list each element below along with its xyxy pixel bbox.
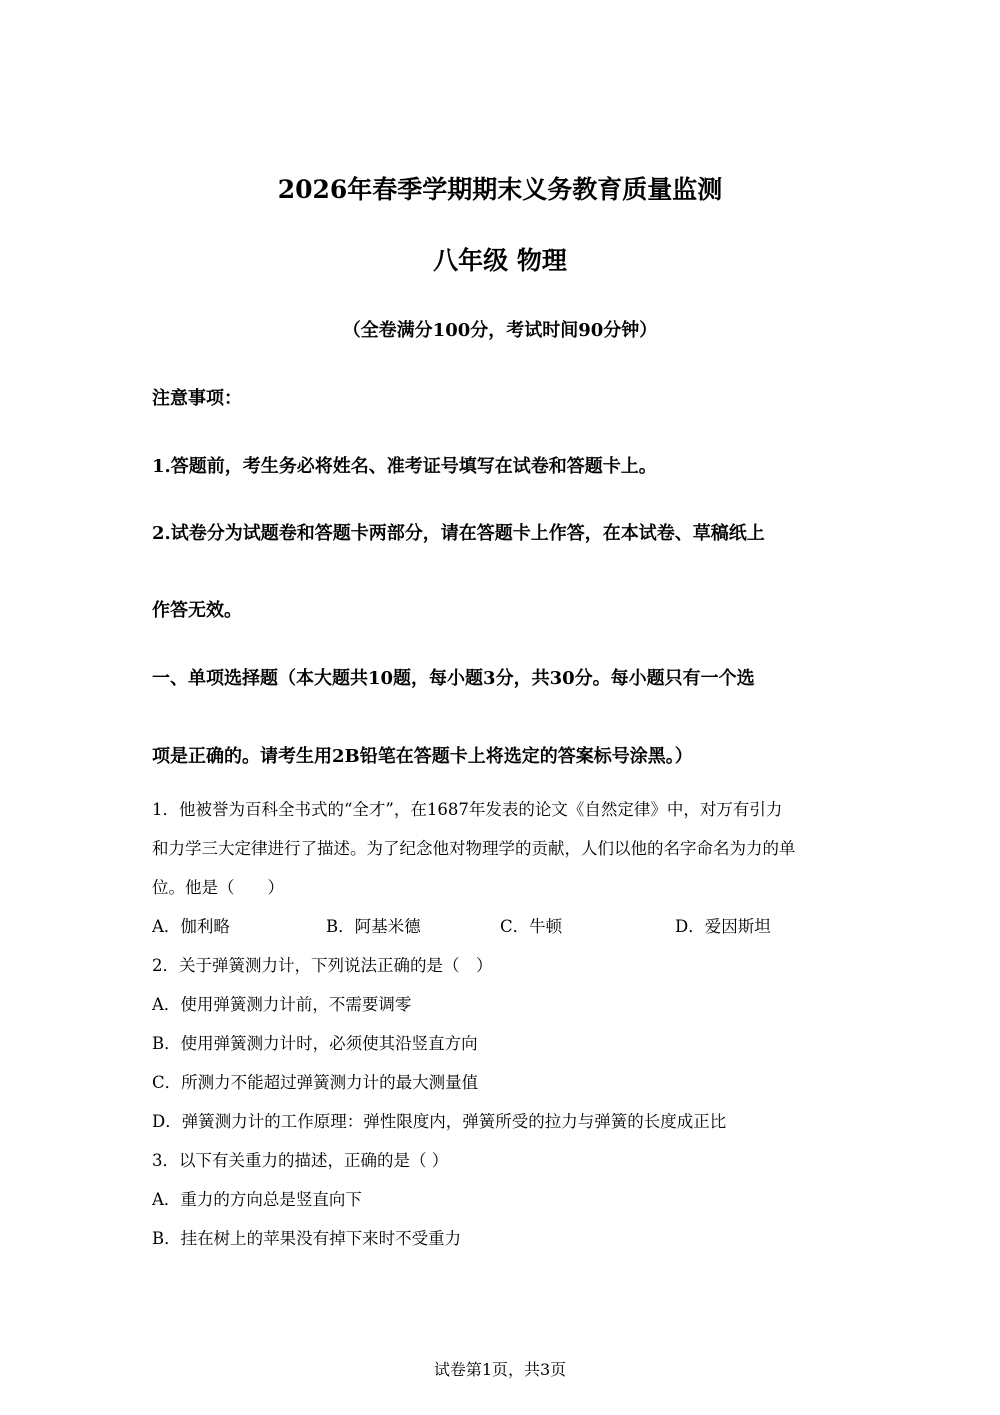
question-2-option-a: A．使用弹簧测力计前，不需要调零: [152, 995, 412, 1014]
question-2-stem: 2．关于弹簧测力计，下列说法正确的是（ ）: [152, 956, 493, 975]
question-1-line-1: 1．他被誉为百科全书式的“全才”，在1687年发表的论文《自然定律》中，对万有引力: [152, 800, 783, 819]
notice-item-2-line-2: 作答无效。: [152, 600, 242, 621]
page-footer: 试卷第1页，共3页: [433, 1360, 567, 1379]
question-2-option-d: D．弹簧测力计的工作原理：弹性限度内，弹簧所受的拉力与弹簧的长度成正比: [152, 1112, 727, 1131]
section-1-heading-line-2: 项是正确的。请考生用2B铅笔在答题卡上将选定的答案标号涂黑。）: [152, 746, 693, 767]
exam-title: 2026年春季学期期末义务教育质量监测: [277, 175, 723, 204]
notice-item-2-line-1: 2.试卷分为试题卷和答题卡两部分，请在答题卡上作答，在本试卷、草稿纸上: [152, 523, 765, 544]
question-2-option-b: B．使用弹簧测力计时，必须使其沿竖直方向: [152, 1034, 478, 1053]
question-2-option-c: C．所测力不能超过弹簧测力计的最大测量值: [152, 1073, 479, 1092]
question-3-stem: 3．以下有关重力的描述，正确的是（ ）: [152, 1151, 449, 1170]
question-1-option-a: A．伽利略: [152, 917, 230, 936]
question-1-option-c: C．牛顿: [500, 917, 563, 936]
question-1-line-3: 位。他是（ ）: [152, 878, 284, 897]
question-1-option-b: B．阿基米德: [326, 917, 421, 936]
question-3-option-a: A．重力的方向总是竖直向下: [152, 1190, 362, 1209]
exam-subject: 八年级 物理: [433, 246, 567, 275]
notice-heading: 注意事项：: [152, 388, 242, 409]
question-1-line-2: 和力学三大定律进行了描述。为了纪念他对物理学的贡献，人们以他的名字命名为力的单: [152, 839, 796, 858]
section-1-heading-line-1: 一、单项选择题（本大题共10题，每小题3分，共30分。每小题只有一个选: [152, 668, 755, 689]
question-1-option-d: D．爱因斯坦: [675, 917, 771, 936]
notice-item-1: 1.答题前，考生务必将姓名、准考证号填写在试卷和答题卡上。: [152, 456, 657, 477]
exam-score-time: （全卷满分100分，考试时间90分钟）: [342, 320, 658, 341]
question-3-option-b: B．挂在树上的苹果没有掉下来时不受重力: [152, 1229, 462, 1248]
